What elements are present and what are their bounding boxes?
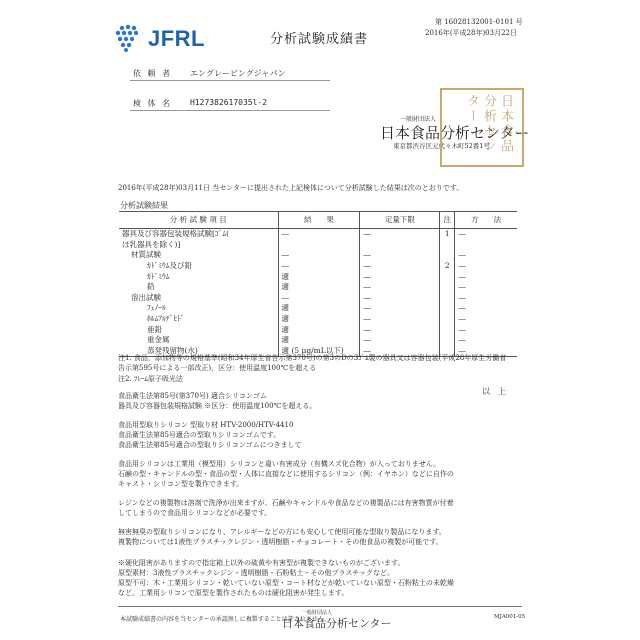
cell-limit: ―	[360, 324, 440, 335]
cell-note	[440, 271, 455, 282]
cell-item: 蒸発残留物(水)	[119, 346, 278, 357]
cell-result: 適	[278, 282, 360, 293]
cell-item: ｶﾄﾞﾐｳﾑ	[147, 271, 170, 281]
cell-limit	[360, 240, 440, 251]
cell-item: ｶﾄﾞﾐｳﾑ及び鉛	[147, 261, 192, 271]
cell-note	[440, 282, 455, 293]
cell-result: 適	[278, 324, 360, 335]
results-row	[119, 261, 517, 272]
results-row	[119, 229, 517, 240]
client-value: エングレービングジャパン	[190, 69, 286, 78]
cell-result: ―	[278, 250, 360, 261]
header-method: 方 法	[455, 212, 517, 229]
footer-small: 一般財団法人	[302, 610, 333, 616]
header-note: 注	[440, 212, 455, 229]
cell-method: ―	[455, 314, 517, 325]
results-header-row	[119, 212, 517, 229]
cell-result: 適 (5 μg/mL以下)	[278, 346, 360, 357]
logo-text: JFRL	[148, 26, 205, 51]
logo-icon	[112, 22, 144, 54]
footer-issuer-name: 日本食品分析センター	[282, 618, 392, 630]
cell-method: ―	[455, 271, 517, 282]
cell-method: ―	[455, 324, 517, 335]
cell-limit: ―	[360, 229, 440, 240]
results-section-title: 分析試験結果	[120, 201, 168, 210]
paragraph-line: ※硬化阻害がありますので指定箱上以外の硫黄や有害型が複製できないものがございます。	[118, 559, 405, 567]
cell-method: ―	[455, 229, 517, 240]
cell-method: ―	[455, 293, 517, 304]
intro-text: 2016年(平成28年)03月11日 当センターに提出された上記検体について分析試験した結果は次のとおりです。	[118, 184, 464, 192]
results-row	[119, 282, 517, 293]
cell-item: ﾌｪﾉｰﾙ	[147, 303, 166, 313]
ending-mark: 以 上	[482, 387, 506, 396]
issuer-name: 日本食品分析センター	[380, 125, 530, 142]
paragraph-line: 食品用シリコンは工業用（模型用）シリコンと違い有害成分（有機スズ化合物）が入っておりません。	[118, 460, 441, 468]
issuer-address: 東京都渋谷区元代々木町52番1号	[393, 142, 490, 150]
cell-note: 2	[440, 261, 455, 272]
cell-item: 鉛	[147, 282, 155, 292]
header-limit: 定量下限	[360, 212, 440, 229]
cell-result: ―	[278, 293, 360, 304]
cell-result: ―	[278, 229, 360, 240]
cell-note	[440, 303, 455, 314]
paragraph-line: キャスト・シリコン型を製作できます。	[118, 480, 244, 488]
paragraph-line: 器具及び容器包装規格試験 ※区分：使用温度100℃を超える。	[118, 402, 317, 410]
paragraph-line: 食品衛生法第85号適合の型取りシリコンゴムです。	[118, 431, 281, 439]
results-row	[119, 240, 517, 251]
footer-code: MJA001-05	[494, 614, 526, 620]
cell-limit: ―	[360, 346, 440, 357]
cell-note: 1	[440, 229, 455, 240]
results-row	[119, 293, 517, 304]
sample-value: H127382617035l-2	[190, 98, 268, 107]
cell-method: ―	[455, 303, 517, 314]
footer-disclaimer: 本試験成績書の内容を当センターの承認無しに複製することは許されません。	[120, 616, 331, 623]
logo	[112, 20, 205, 56]
header-result: 結 果	[278, 212, 360, 229]
results-table	[119, 211, 517, 357]
results-row	[119, 335, 517, 346]
paragraph-line: など。工業用シリコンで原型を製作されたものは硬化阻害が発生します。	[118, 589, 349, 597]
header-item: 分 析 試 験 項 目	[119, 212, 278, 229]
note-line: 注2. ﾌﾚｰﾑ原子吸光法	[118, 375, 183, 383]
paragraph-line: 食品衛生法第85号(第370号) 適合シリコンゴム	[118, 392, 267, 400]
paragraph-line: してしまうので食品用シリコンなどが必要です。	[118, 509, 272, 517]
cell-note	[440, 240, 455, 251]
issuer-small: 一般財団法人	[400, 116, 437, 123]
cell-item: 器具及び容器包装規格試験[ｺﾞﾑ(	[122, 229, 230, 239]
paragraph-line: レジンなどの複製物は溶剤で洗浄が出来ますが、石鹸やキャンドルや食品などの複製品には有害物質が付着	[118, 499, 454, 507]
note-line: 注1. 食品，添加物等の規格基準(昭和34年厚生省告示第370号)の第3のDの3ｺﾞﾑ製の器具又は容器包装(平成28年厚生労働省	[118, 354, 507, 362]
results-row	[119, 250, 517, 261]
cell-method: ―	[455, 346, 517, 357]
paragraph-line: 無害無臭の型取りシリコンになり、アレルギーなどの方にも安心して使用可能な型取り製品になります。	[118, 528, 446, 536]
cell-result: ―	[278, 261, 360, 272]
cell-limit: ―	[360, 303, 440, 314]
results-row	[119, 271, 517, 282]
cell-limit: ―	[360, 261, 440, 272]
cell-item: 重金属	[147, 335, 170, 345]
cell-method: ―	[455, 335, 517, 346]
client-label: 依 頼 者	[133, 69, 173, 78]
cell-limit: ―	[360, 314, 440, 325]
document-date: 2016年(平成28年)03月22日	[425, 29, 517, 37]
cell-method	[455, 240, 517, 251]
cell-item: 亜鉛	[147, 324, 162, 334]
cell-note	[440, 293, 455, 304]
cell-result: 適	[278, 271, 360, 282]
results-row	[119, 314, 517, 325]
cell-note	[440, 250, 455, 261]
paragraph-line: 石鹸の型・キャンドルの型・食品の型・人体に直接などに使用するシリコン（例：イヤホン）などに自作の	[118, 470, 454, 478]
results-row	[119, 303, 517, 314]
paragraph-line: 原型不可：木・工業用シリコン・乾いていない原型・コート材などが乾いていない原型・石粉粘土の未乾燥	[118, 579, 454, 587]
cell-note	[440, 335, 455, 346]
cell-note	[440, 324, 455, 335]
cell-limit: ―	[360, 293, 440, 304]
cell-limit: ―	[360, 335, 440, 346]
cell-item: 材質試験	[131, 250, 161, 260]
cell-item: 溶出試験	[131, 292, 161, 302]
paragraph-line: 食品衛生法第85号適合の型取りシリコンゴムにつきまして	[118, 441, 302, 449]
footer-divider	[118, 606, 522, 607]
document-number: 第 16028132001-0101 号	[435, 18, 523, 26]
cell-result	[278, 240, 360, 251]
note-line: 告示第595号による一部改正)，区分：使用温度100℃を超える	[118, 364, 317, 372]
seal-stamp-text: 日本食品分析センター	[464, 94, 513, 154]
seal-stamp	[440, 88, 524, 167]
cell-note	[440, 314, 455, 325]
paragraph-line: 食品用型取りシリコン 型取り材 HTV-2000/HTV-4410	[118, 421, 294, 429]
client-underline	[130, 80, 330, 81]
cell-method: ―	[455, 282, 517, 293]
cell-limit: ―	[360, 271, 440, 282]
cell-result: 適	[278, 314, 360, 325]
cell-limit: ―	[360, 250, 440, 261]
sample-underline	[130, 110, 330, 111]
results-row	[119, 324, 517, 335]
cell-method: ―	[455, 261, 517, 272]
document-title: 分析試験成績書	[270, 32, 369, 47]
cell-method: ―	[455, 250, 517, 261]
cell-item: ﾎﾙﾑｱﾙﾃﾞﾋﾄﾞ	[147, 314, 185, 324]
cell-limit: ―	[360, 282, 440, 293]
paragraph-line: 原型素材：3液性プラスチックレジン・透明樹脂・石粉粘土・その他プラスチックなど。	[118, 569, 394, 577]
cell-result: 適	[278, 303, 360, 314]
cell-result: 適	[278, 335, 360, 346]
cell-item: ほ乳器具を除く)]	[122, 239, 181, 249]
paragraph-line: 複製物については1液性プラスチックレジン・透明樹脂・チョコレート・その他食品の複製が可能です。	[118, 538, 443, 546]
sample-label: 検 体 名	[133, 99, 173, 108]
